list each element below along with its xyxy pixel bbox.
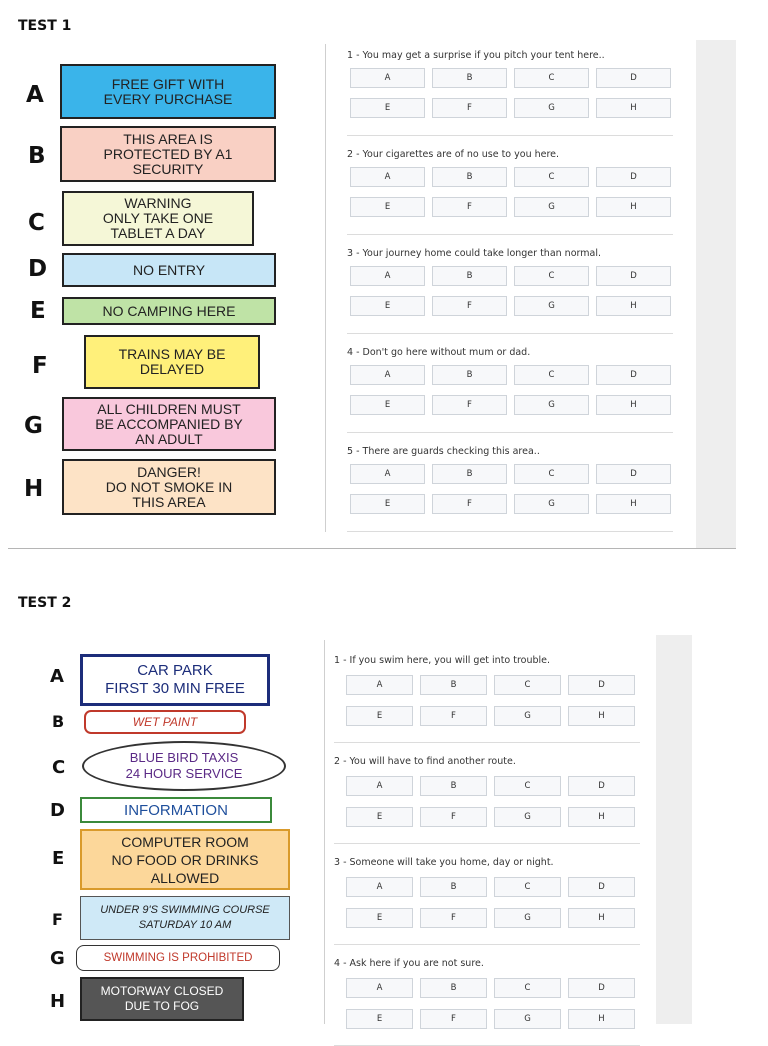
sign-a (60, 64, 276, 119)
question-5-option-c[interactable]: C (514, 464, 589, 484)
sign2-c (82, 741, 286, 791)
question-2-option-c[interactable]: C (514, 167, 589, 187)
test-2-title: TEST 2 (18, 595, 72, 611)
question-4-option-b[interactable]: B (420, 978, 487, 998)
question-3-option-b[interactable]: B (432, 266, 507, 286)
question-4-separator (347, 432, 673, 433)
question-4-option-d[interactable]: D (568, 978, 635, 998)
sign2-f-text: UNDER 9'S SWIMMING COURSE SATURDAY 10 AM (100, 904, 270, 931)
sign2-a (80, 654, 270, 706)
sign2-a-text: CAR PARK FIRST 30 MIN FREE (105, 662, 245, 697)
question-2-separator (334, 843, 640, 844)
sign2-letter-c: C (52, 757, 66, 778)
question-1-text: 1 - If you swim here, you will get into trouble. (334, 655, 551, 666)
question-2-option-d[interactable]: D (596, 167, 671, 187)
sign2-d-text: INFORMATION (124, 801, 228, 819)
question-4-option-g[interactable]: G (494, 1009, 561, 1029)
question-5-option-d[interactable]: D (596, 464, 671, 484)
sign-g-text: ALL CHILDREN MUST BE ACCOMPANIED BY AN ADULT (95, 400, 243, 447)
question-1-option-f[interactable]: F (432, 98, 507, 118)
question-1-option-c[interactable]: C (514, 68, 589, 88)
sign-h (62, 459, 276, 515)
question-4-option-a[interactable]: A (350, 365, 425, 385)
question-5-option-h[interactable]: H (596, 494, 671, 514)
question-3-option-f[interactable]: F (432, 296, 507, 316)
sign-letter-e: E (30, 298, 46, 324)
question-2-separator (347, 234, 673, 235)
sign-f-text: TRAINS MAY BE DELAYED (118, 346, 226, 377)
question-1-option-f[interactable]: F (420, 706, 487, 726)
question-4-option-e[interactable]: E (346, 1009, 413, 1029)
question-2-option-e[interactable]: E (346, 807, 413, 827)
sign-d-text: NO ENTRY (132, 261, 206, 278)
question-2-option-b[interactable]: B (420, 776, 487, 796)
test-1-bottom-rule (8, 548, 736, 549)
question-1-option-e[interactable]: E (350, 98, 425, 118)
question-4-option-d[interactable]: D (596, 365, 671, 385)
question-4-option-h[interactable]: H (596, 395, 671, 415)
test-2-side-column (656, 635, 692, 1024)
sign-letter-d: D (28, 256, 48, 282)
sign2-letter-a: A (50, 666, 64, 687)
question-3-option-h[interactable]: H (568, 908, 635, 928)
sign2-f (80, 896, 290, 940)
question-4-option-f[interactable]: F (432, 395, 507, 415)
question-4-text: 4 - Don't go here without mum or dad. (347, 347, 531, 358)
sign2-e (80, 829, 290, 890)
question-2-option-c[interactable]: C (494, 776, 561, 796)
sign-b (60, 126, 276, 182)
question-2-option-f[interactable]: F (432, 197, 507, 217)
sign-e-text: NO CAMPING HERE (102, 302, 236, 319)
question-4-option-h[interactable]: H (568, 1009, 635, 1029)
question-1-option-a[interactable]: A (346, 675, 413, 695)
question-1-option-b[interactable]: B (432, 68, 507, 88)
sign-f (84, 335, 260, 389)
question-5-option-a[interactable]: A (350, 464, 425, 484)
sign2-c-text: BLUE BIRD TAXIS 24 HOUR SERVICE (125, 750, 243, 781)
question-2-option-a[interactable]: A (346, 776, 413, 796)
sign-a-text: FREE GIFT WITH EVERY PURCHASE (103, 75, 233, 107)
test-1-divider (325, 44, 326, 532)
question-1-option-a[interactable]: A (350, 68, 425, 88)
question-3-option-c[interactable]: C (494, 877, 561, 897)
sign2-h-text: MOTORWAY CLOSED DUE TO FOG (100, 984, 224, 1013)
question-3-option-e[interactable]: E (346, 908, 413, 928)
question-2-option-h[interactable]: H (596, 197, 671, 217)
sign-b-text: THIS AREA IS PROTECTED BY A1 SECURITY (103, 130, 233, 177)
sign-letter-a: A (26, 82, 44, 108)
sign-g (62, 397, 276, 451)
question-5-separator (347, 531, 673, 532)
question-2-text: 2 - You will have to find another route. (334, 756, 516, 767)
question-3-separator (347, 333, 673, 334)
question-2-text: 2 - Your cigarettes are of no use to you here. (347, 149, 560, 160)
sign2-d (80, 797, 272, 823)
sign-e (62, 297, 276, 325)
question-5-option-f[interactable]: F (432, 494, 507, 514)
sign2-g (76, 945, 280, 971)
question-1-option-d[interactable]: D (568, 675, 635, 695)
question-5-option-g[interactable]: G (514, 494, 589, 514)
sign2-e-text: COMPUTER ROOM NO FOOD OR DRINKS ALLOWED (111, 833, 259, 886)
question-2-option-f[interactable]: F (420, 807, 487, 827)
question-4-option-b[interactable]: B (432, 365, 507, 385)
question-3-option-b[interactable]: B (420, 877, 487, 897)
question-4-option-c[interactable]: C (514, 365, 589, 385)
question-3-text: 3 - Someone will take you home, day or night. (334, 857, 554, 868)
sign-d (62, 253, 276, 287)
sign2-letter-d: D (50, 800, 65, 821)
question-3-option-d[interactable]: D (568, 877, 635, 897)
question-2-option-b[interactable]: B (432, 167, 507, 187)
question-1-option-b[interactable]: B (420, 675, 487, 695)
question-5-option-e[interactable]: E (350, 494, 425, 514)
sign2-b (84, 710, 246, 734)
question-3-option-d[interactable]: D (596, 266, 671, 286)
question-2-option-h[interactable]: H (568, 807, 635, 827)
question-3-option-e[interactable]: E (350, 296, 425, 316)
sign-letter-g: G (24, 413, 43, 439)
test-1-side-column (696, 40, 736, 548)
question-1-option-e[interactable]: E (346, 706, 413, 726)
question-4-option-c[interactable]: C (494, 978, 561, 998)
question-3-option-c[interactable]: C (514, 266, 589, 286)
question-2-option-e[interactable]: E (350, 197, 425, 217)
question-2-option-d[interactable]: D (568, 776, 635, 796)
question-2-option-g[interactable]: G (494, 807, 561, 827)
question-4-option-e[interactable]: E (350, 395, 425, 415)
question-3-option-g[interactable]: G (494, 908, 561, 928)
question-1-option-h[interactable]: H (596, 98, 671, 118)
sign2-letter-g: G (50, 948, 65, 969)
question-2-option-g[interactable]: G (514, 197, 589, 217)
question-1-option-g[interactable]: G (514, 98, 589, 118)
question-3-option-h[interactable]: H (596, 296, 671, 316)
question-3-option-f[interactable]: F (420, 908, 487, 928)
question-3-separator (334, 944, 640, 945)
question-1-separator (334, 742, 640, 743)
question-2-option-a[interactable]: A (350, 167, 425, 187)
sign-h-text: DANGER! DO NOT SMOKE IN THIS AREA (105, 463, 233, 510)
question-1-text: 1 - You may get a surprise if you pitch your tent here.. (347, 50, 605, 61)
sign-letter-f: F (32, 353, 48, 379)
question-3-option-a[interactable]: A (350, 266, 425, 286)
test-2-divider (324, 640, 325, 1024)
sign2-letter-f: F (52, 910, 63, 929)
question-3-option-g[interactable]: G (514, 296, 589, 316)
sign2-g-text: SWIMMING IS PROHIBITED (103, 951, 253, 964)
sign-c-text: WARNING ONLY TAKE ONE TABLET A DAY (102, 195, 214, 241)
question-4-option-g[interactable]: G (514, 395, 589, 415)
sign2-letter-b: B (52, 712, 65, 731)
question-5-text: 5 - There are guards checking this area.. (347, 446, 540, 457)
sign2-h (80, 977, 244, 1021)
question-3-option-a[interactable]: A (346, 877, 413, 897)
question-3-text: 3 - Your journey home could take longer than normal. (347, 248, 601, 259)
sign-c (62, 191, 254, 246)
sign-letter-c: C (28, 210, 45, 236)
question-4-option-a[interactable]: A (346, 978, 413, 998)
sign2-letter-e: E (52, 848, 65, 869)
question-5-option-b[interactable]: B (432, 464, 507, 484)
sign-letter-b: B (28, 143, 46, 169)
question-1-option-h[interactable]: H (568, 706, 635, 726)
test-1-title: TEST 1 (18, 18, 72, 34)
sign-letter-h: H (24, 476, 44, 502)
question-4-option-f[interactable]: F (420, 1009, 487, 1029)
sign2-letter-h: H (50, 991, 66, 1012)
question-1-option-c[interactable]: C (494, 675, 561, 695)
question-1-separator (347, 135, 673, 136)
question-1-option-d[interactable]: D (596, 68, 671, 88)
question-4-text: 4 - Ask here if you are not sure. (334, 958, 484, 969)
sign2-b-text: WET PAINT (132, 714, 198, 729)
question-1-option-g[interactable]: G (494, 706, 561, 726)
